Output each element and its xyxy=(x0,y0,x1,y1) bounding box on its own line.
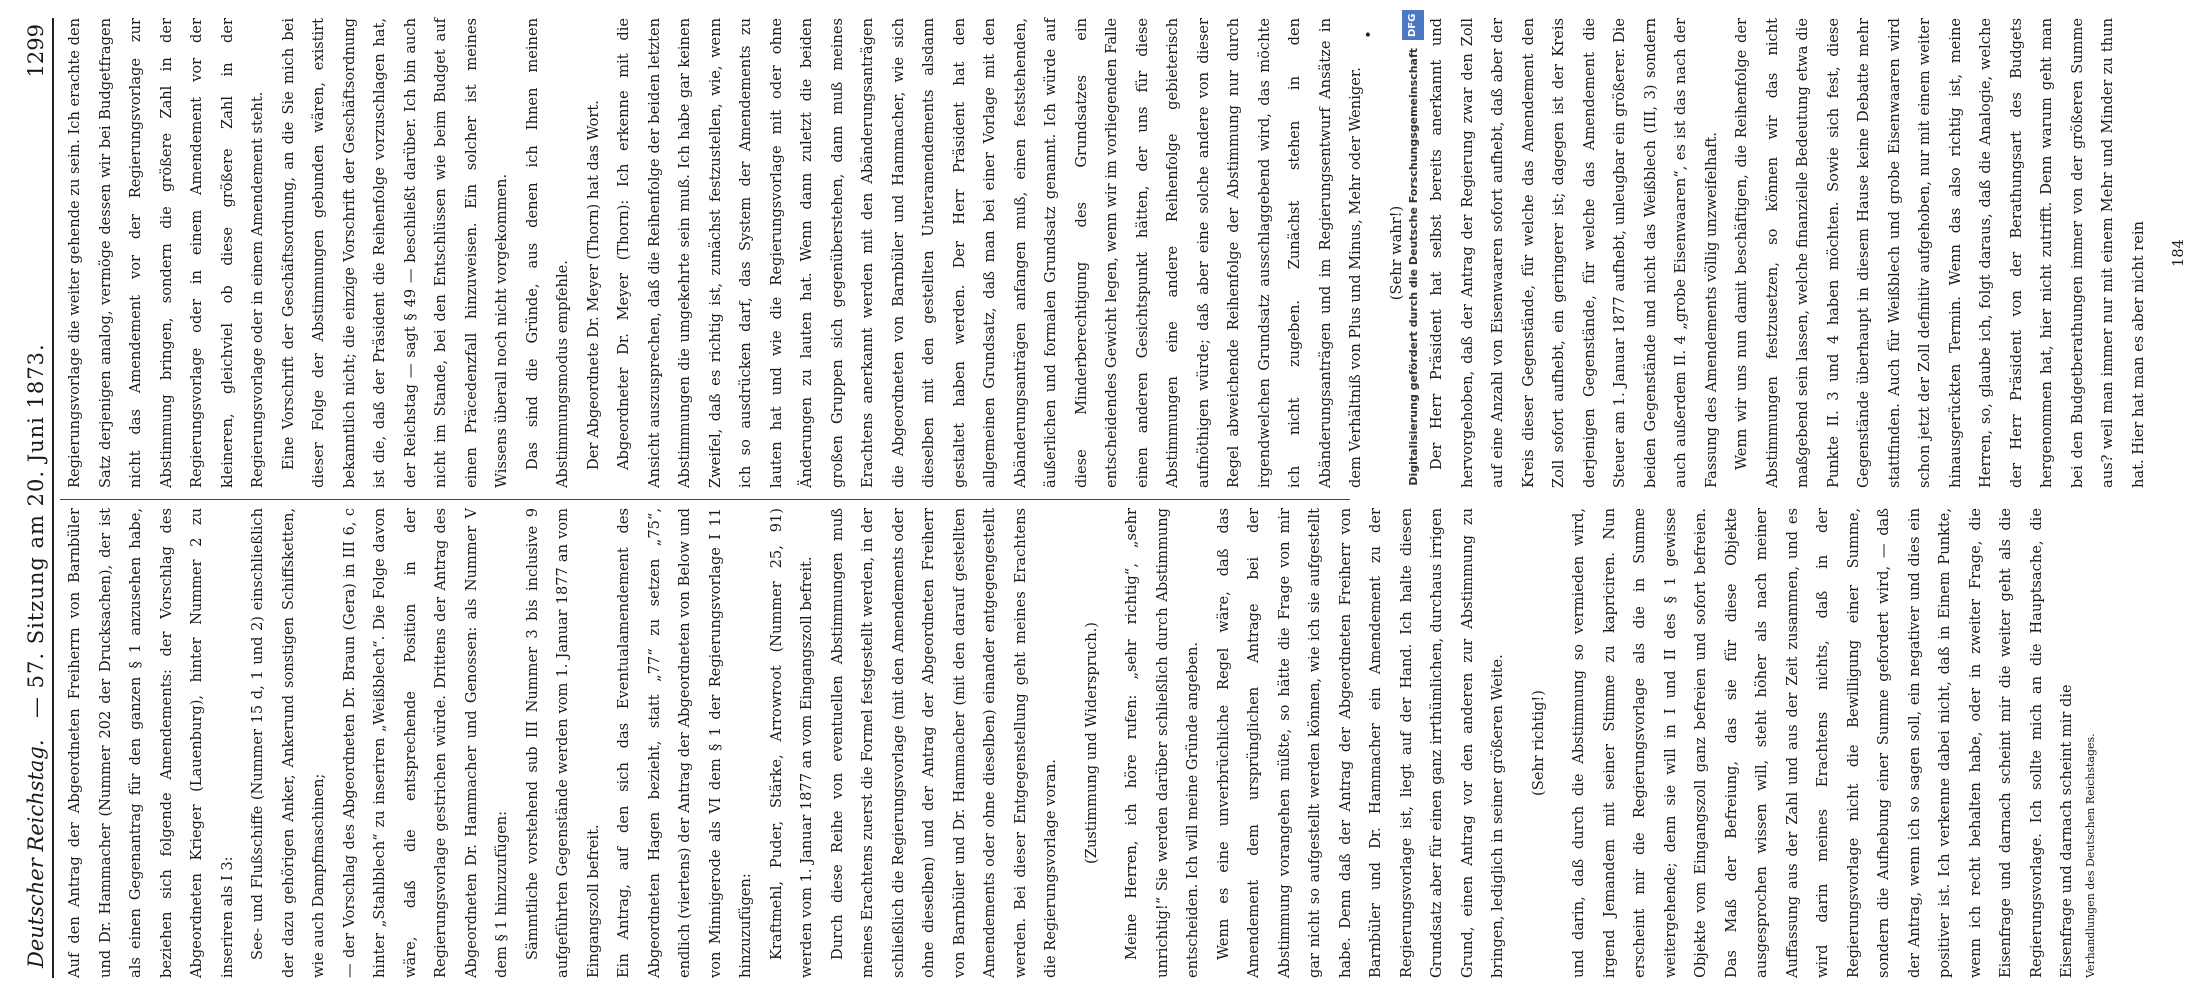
quote-paragraph: See- und Flußschiffe (Nummer 15 d, 1 und 2) einschließlich der dazu gehörigen Anker, Ankerund sonstigen Schiffsketten, wie auch Dampfmaschinen; xyxy=(249,508,327,978)
signature-number: 184 xyxy=(2170,239,2187,267)
interjection: (Zustimmung und Widerspruch.) xyxy=(1082,622,1100,864)
paragraph: Der Herr Präsident hat selbst bereits anerkannt und hervorgehoben, daß der Antrag der Regierung zwar den Zoll auf eine Anzahl von Eisenwaaren sofort aufhebt, daß aber der Kreis dieser Gegenstände, für welche das Amendement den Zoll sofort aufhebt, ein geringerer ist; dagegen ist der Kreis derjenigen Gegenstände, für welche das Amendement die Steuer am 1. Januar 1877 aufhebt, unleugbar ein größerer. Die beiden Gegenstände und nicht das Weißblech (III, 3) sondern auch außerdem II. 4 „grobe Eisenwaaren“, es ist das nach der Fassung des Amendements völlig unzweifelhaft. xyxy=(1428,18,1720,488)
paragraph: Auf den Antrag der Abgeordneten Freiherrn von Barnbüler und Dr. Hammacher (Nummer 202 der Drucksachen), der ist als einen Gegenantrag für den ganzen § 1 anzusehen habe, beziehen sich folgende Amendements: der Vorschlag des Abgeordneten Krieger (Lauenburg), hinter Nummer 2 zu inseriren als I 3: xyxy=(66,508,236,978)
dfg-side-strip xyxy=(1392,0,1432,1000)
corner-mark: • xyxy=(1363,28,1372,44)
interjection: (Sehr richtig!) xyxy=(1529,690,1547,796)
quote-paragraph: Kraftmehl, Puder, Stärke, Arrowroot (Nummer 25, 91) werden vom 1. Januar 1877 an vom Eingangszoll befreit. xyxy=(767,508,815,978)
page-number: 1299 xyxy=(24,24,48,78)
paragraph: Das sind die Gründe, aus denen ich Ihnen meinen Abstimmungsmodus empfehle. xyxy=(523,18,571,488)
paragraph: Durch diese Reihe von eventuellen Abstimmungen muß meines Erachtens zuerst die Formel festgestellt werden, in der schließlich die Regierungsvorlage (mit den Amendements oder ohne dieselben) und der Antrag der Abgeordneten Freiherr von Barnbüler und Dr. Hammacher (mit den darauf gestellten Amendements oder ohne dieselben) einander entgegengestellt werden. Bei dieser Entgegenstellung geht meines Erachtens die Regierungsvorlage voran. xyxy=(828,508,1059,978)
paragraph: Meine Herren, ich höre rufen: „sehr richtig“, „sehr unrichtig!“ Sie werden darüber schließlich durch Abstimmung entscheiden. Ich will meine Gründe angeben. xyxy=(1123,508,1201,978)
left-column xyxy=(60,508,2097,978)
paragraph: Abgeordneter Dr. Meyer (Thorn): Ich erkenne mit die Ansicht auszusprechen, daß die Reihenfolge der beiden letzten Abstimmungen die umgekehrte sein muß. Ich habe gar keinen Zweifel, daß es richtig ist, zunächst festzustellen, wie, wenn ich so ausdrücken darf, das System der Amendements zu lauten hat und wie die Regierungsvorlage mit oder ohne Änderungen zu lauten hat. Wenn dann zuletzt die beiden großen Gruppen sich gegenüberstehen, dann muß meines Erachtens anerkannt werden mit den Abänderungsanträgen die Abgeordneten von Barnbüler und Hammacher, wie sich dieselben mit den gestellten Unteramendements alsdann gestaltet haben werden. Der Herr Präsident hat den allgemeinen Grundsatz, daß man bei einer Vorlage mit den Abänderungsanträgen anfangen muß, einen feststehenden, äußerlichen und formalen Grundsatz genannt. Ich würde auf diese Minderberechtigung des Grundsatzes ein entscheidendes Gewicht legen, wenn wir im vorliegenden Falle einen anderen Gesichtspunkt hätten, der uns für diese Abstimmungen eine andere Reihenfolge gebieterisch aufnöthigen würde; daß aber eine solche andere von dieser Regel abweichende Reihenfolge der Abstimmung nur durch irgendwelchen Grundsatz ausschlaggebend wird, das möchte ich nicht zugeben. Zunächst stehen in den Abänderungsanträgen und im Regierungsentwurf Ansätze in dem Verhältniß von Plus und Minus, Mehr oder Weniger. xyxy=(615,18,1364,488)
paragraph: Regierungsvorlage die weiter gehende zu sein. Ich erachte den Satz derjenigen analog, vermöge dessen wir bei Budgetfragen nicht das Amendement vor der Regierungsvorlage zur Abstimmung bringen, sondern die größere Zahl in der Regierungsvorlage oder in einem Amendement vor der kleineren, gleichviel ob diese größere Zahl in der Regierungsvorlage oder in einem Amendement steht. xyxy=(66,18,266,488)
column-divider xyxy=(60,499,1350,500)
quote-paragraph: Sämmtliche vorstehend sub III Nummer 3 bis inclusive 9 aufgeführten Gegenstände werden vom 1. Januar 1877 an vom Eingangszoll befreit. xyxy=(523,508,602,978)
footer-source: Verhandlungen des Deutschen Reichstages. xyxy=(2083,733,2097,978)
dfg-logo: DFG xyxy=(1402,10,1424,40)
page-header xyxy=(16,18,54,978)
paragraph: Wenn es eine unverbrüchliche Regel wäre, daß das Amendement dem ursprünglichen Antrage bei der Abstimmung vorangehen müßte, so hätte die Frage von mir gar nicht so aufgestellt werden können, wie ich sie aufgestellt habe. Denn daß der Antrag der Abgeordneten Freiherr von Barnbüler und Dr. Hammacher ein Amendement zu der Regierungsvorlage ist, liegt auf der Hand. Ich halte diesen Grundsatz aber für einen ganz irrthümlichen, durchaus irrigen Grund, einen Antrag vor den anderen zur Abstimmung zu bringen, lediglich in seiner größeren Weite. xyxy=(1214,508,1506,978)
paragraph: Ein Antrag, auf den sich das Eventualamendement des Abgeordneten Hagen bezieht, statt „77“ zu setzen „75“, endlich (viertens) der Antrag der Abgeordneten von Below und von Minnigerode als VI dem § 1 der Regierungsvorlage I 11 hinzuzufügen: xyxy=(615,508,754,978)
paragraph: — der Vorschlag des Abgeordneten Dr. Braun (Gera) in III 6, c hinter „Stahlblech“ zu inseriren „Weißblech“. Die Folge davon wäre, daß die entsprechende Position in der Regierungsvorlage gestrichen würde. Drittens der Antrag des Abgeordneten Dr. Hammacher und Genossen: als Nummer V dem § 1 hinzuzufügen: xyxy=(340,508,510,978)
paragraph: und darin, daß durch die Abstimmung so vermieden wird, irgend Jemandem mit seiner Stimme zu kapriciren. Nun erscheint mir die Regierungsvorlage als die in Summe weitergehende; denn sie will in I und II des § 1 gewisse Objekte vom Eingangszoll ganz befreien und sofort befreien. Das Maß der Befreiung, das sie für diese Objekte ausgesprochen wissen will, steht höher als nach meiner Auffassung aus der Zahl und aus der Zeit zusammen, und es wird darin meines Erachtens nichts, daß in der Regierungsvorlage nicht die Bewilligung einer Summe, sondern die Aufhebung einer Summe gefordert wird, — daß der Antrag, wenn ich so sagen soll, ein negativer und dies ein positiver ist. Ich verkenne dabei nicht, daß in Einem Punkte, wenn ich recht behalten habe, oder in zweiter Frage, die Eisenfrage und darnach scheint mir die weiter geht als die Regierungsvorlage. Ich sollte mich an die Hauptsache, die Eisenfrage und darnach scheint mir die xyxy=(1570,508,2075,978)
session-title: — 57. Sitzung am 20. Juni 1873. xyxy=(24,343,48,718)
dfg-credit-text: Digitalisierung gefördert durch die Deutsche Forschungsgemeinschaft xyxy=(1407,48,1420,486)
speaker-call: Der Abgeordnete Dr. Meyer (Thorn) hat das Wort. xyxy=(584,100,602,470)
paragraph: Eine Vorschrift der Geschäftsordnung, an die Sie mich bei dieser Folge der Abstimmungen gebunden wären, existirt bekanntlich nicht; die einzige Vorschrift der Geschäftsordnung ist die, daß der Präsident die Reihenfolge vorzuschlagen hat, der Reichstag — sagt § 49 — beschließt darüber. Ich bin auch nicht im Stande, bei den Entschlüssen wie beim Budget auf einen Präcedenzfall hinzuweisen. Ein solcher ist meines Wissens überall noch nicht vorgekommen. xyxy=(279,18,510,488)
paragraph: Wenn wir uns nun damit beschäftigen, die Reihenfolge der Abstimmungen festzusetzen, so können wir das nicht maßgebend sein lassen, welche finanzielle Bedeutung etwa die Punkte II. 3 und 4 haben möchten. Sowie sich fest, diese Gegenstände überhaupt in diesem Hause keine Debatte mehr stattfinden. Auch für Weißblech und grobe Eisenwaaren wird schon jetzt der Zoll definitiv aufgehoben, nur mit einem weiter hinausgerückten Termin. Wenn das also richtig ist, meine Herren, so, glaube ich, folgt daraus, daß die Analogie, welche der Herr Präsident von der Berathungsart des Budgets hergenommen hat, hier nicht zutrifft. Denn warum geht man bei den Budgetberathungen immer von der größeren Summe aus? weil man immer nur mit einem Mehr und Minder zu thun hat. Hier hat man es aber nicht rein xyxy=(1733,18,2147,488)
journal-title: Deutscher Reichstag. xyxy=(24,739,48,968)
interjection: (Sehr wahr!) xyxy=(1387,205,1405,301)
